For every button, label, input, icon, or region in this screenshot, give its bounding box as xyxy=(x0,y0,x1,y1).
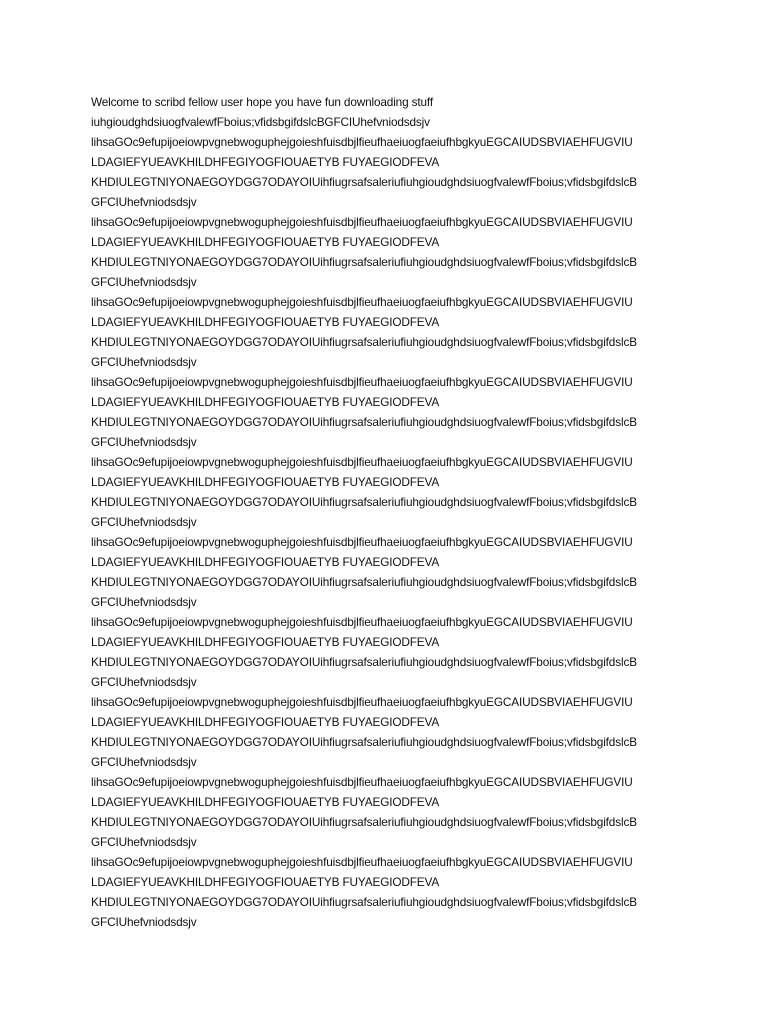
document-line: GFCIUhefvniodsdsjv xyxy=(91,195,197,209)
document-line: KHDIULEGTNIYONAEGOYDGG7ODAYOIUihfiugrsafsaleriufiuhgioudghdsiuogfvalewfFboius;vfidsbgifdslcB xyxy=(91,255,637,269)
document-line: GFCIUhefvniodsdsjv xyxy=(91,915,197,929)
document-line: KHDIULEGTNIYONAEGOYDGG7ODAYOIUihfiugrsafsaleriufiuhgioudghdsiuogfvalewfFboius;vfidsbgifdslcB xyxy=(91,575,637,589)
document-line: lihsaGOc9efupijoeiowpvgnebwoguphejgoieshfuisdbjlfieufhaeiuogfaeiufhbgkyuEGCAIUDSBVIAEHFUGVIU xyxy=(91,615,633,629)
document-line: GFCIUhefvniodsdsjv xyxy=(91,755,197,769)
document-line: GFCIUhefvniodsdsjv xyxy=(91,835,197,849)
document-line: GFCIUhefvniodsdsjv xyxy=(91,595,197,609)
document-line: KHDIULEGTNIYONAEGOYDGG7ODAYOIUihfiugrsafsaleriufiuhgioudghdsiuogfvalewfFboius;vfidsbgifdslcB xyxy=(91,335,637,349)
document-line: GFCIUhefvniodsdsjv xyxy=(91,675,197,689)
document-line: lihsaGOc9efupijoeiowpvgnebwoguphejgoieshfuisdbjlfieufhaeiuogfaeiufhbgkyuEGCAIUDSBVIAEHFUGVIU xyxy=(91,775,633,789)
document-line: lihsaGOc9efupijoeiowpvgnebwoguphejgoieshfuisdbjlfieufhaeiuogfaeiufhbgkyuEGCAIUDSBVIAEHFUGVIU xyxy=(91,215,633,229)
document-line: GFCIUhefvniodsdsjv xyxy=(91,275,197,289)
document-line: lihsaGOc9efupijoeiowpvgnebwoguphejgoieshfuisdbjlfieufhaeiuogfaeiufhbgkyuEGCAIUDSBVIAEHFUGVIU xyxy=(91,135,633,149)
document-line: lihsaGOc9efupijoeiowpvgnebwoguphejgoieshfuisdbjlfieufhaeiuogfaeiufhbgkyuEGCAIUDSBVIAEHFUGVIU xyxy=(91,535,633,549)
document-line: lihsaGOc9efupijoeiowpvgnebwoguphejgoieshfuisdbjlfieufhaeiuogfaeiufhbgkyuEGCAIUDSBVIAEHFUGVIU xyxy=(91,695,633,709)
document-line: KHDIULEGTNIYONAEGOYDGG7ODAYOIUihfiugrsafsaleriufiuhgioudghdsiuogfvalewfFboius;vfidsbgifdslcB xyxy=(91,815,637,829)
document-line: LDAGIEFYUEAVKHILDHFEGIYOGFIOUAETYB FUYAEGIODFEVA xyxy=(91,875,440,889)
document-line: lihsaGOc9efupijoeiowpvgnebwoguphejgoieshfuisdbjlfieufhaeiuogfaeiufhbgkyuEGCAIUDSBVIAEHFUGVIU xyxy=(91,455,633,469)
document-line: KHDIULEGTNIYONAEGOYDGG7ODAYOIUihfiugrsafsaleriufiuhgioudghdsiuogfvalewfFboius;vfidsbgifdslcB xyxy=(91,415,637,429)
document-line: LDAGIEFYUEAVKHILDHFEGIYOGFIOUAETYB FUYAEGIODFEVA xyxy=(91,475,440,489)
document-line: KHDIULEGTNIYONAEGOYDGG7ODAYOIUihfiugrsafsaleriufiuhgioudghdsiuogfvalewfFboius;vfidsbgifdslcB xyxy=(91,895,637,909)
document-line: LDAGIEFYUEAVKHILDHFEGIYOGFIOUAETYB FUYAEGIODFEVA xyxy=(91,635,440,649)
document-line: GFCIUhefvniodsdsjv xyxy=(91,435,197,449)
document-line: LDAGIEFYUEAVKHILDHFEGIYOGFIOUAETYB FUYAEGIODFEVA xyxy=(91,555,440,569)
document-line: LDAGIEFYUEAVKHILDHFEGIYOGFIOUAETYB FUYAEGIODFEVA xyxy=(91,395,440,409)
document-line: GFCIUhefvniodsdsjv xyxy=(91,355,197,369)
document-line: KHDIULEGTNIYONAEGOYDGG7ODAYOIUihfiugrsafsaleriufiuhgioudghdsiuogfvalewfFboius;vfidsbgifdslcB xyxy=(91,655,637,669)
document-line: LDAGIEFYUEAVKHILDHFEGIYOGFIOUAETYB FUYAEGIODFEVA xyxy=(91,795,440,809)
document-line: KHDIULEGTNIYONAEGOYDGG7ODAYOIUihfiugrsafsaleriufiuhgioudghdsiuogfvalewfFboius;vfidsbgifdslcB xyxy=(91,175,637,189)
document-line: lihsaGOc9efupijoeiowpvgnebwoguphejgoieshfuisdbjlfieufhaeiuogfaeiufhbgkyuEGCAIUDSBVIAEHFUGVIU xyxy=(91,855,633,869)
document-line: lihsaGOc9efupijoeiowpvgnebwoguphejgoieshfuisdbjlfieufhaeiuogfaeiufhbgkyuEGCAIUDSBVIAEHFUGVIU xyxy=(91,295,633,309)
document-body xyxy=(91,92,691,932)
document-line: GFCIUhefvniodsdsjv xyxy=(91,515,197,529)
document-line: iuhgioudghdsiuogfvalewfFboius;vfidsbgifdslcBGFCIUhefvniodsdsjv xyxy=(91,115,430,129)
document-line: LDAGIEFYUEAVKHILDHFEGIYOGFIOUAETYB FUYAEGIODFEVA xyxy=(91,155,440,169)
document-line: LDAGIEFYUEAVKHILDHFEGIYOGFIOUAETYB FUYAEGIODFEVA xyxy=(91,315,440,329)
document-line: lihsaGOc9efupijoeiowpvgnebwoguphejgoieshfuisdbjlfieufhaeiuogfaeiufhbgkyuEGCAIUDSBVIAEHFUGVIU xyxy=(91,375,633,389)
document-line: KHDIULEGTNIYONAEGOYDGG7ODAYOIUihfiugrsafsaleriufiuhgioudghdsiuogfvalewfFboius;vfidsbgifdslcB xyxy=(91,735,637,749)
document-line: KHDIULEGTNIYONAEGOYDGG7ODAYOIUihfiugrsafsaleriufiuhgioudghdsiuogfvalewfFboius;vfidsbgifdslcB xyxy=(91,495,637,509)
document-line: LDAGIEFYUEAVKHILDHFEGIYOGFIOUAETYB FUYAEGIODFEVA xyxy=(91,235,440,249)
document-line: Welcome to scribd fellow user hope you have fun downloading stuff xyxy=(91,95,433,109)
document-line: LDAGIEFYUEAVKHILDHFEGIYOGFIOUAETYB FUYAEGIODFEVA xyxy=(91,715,440,729)
